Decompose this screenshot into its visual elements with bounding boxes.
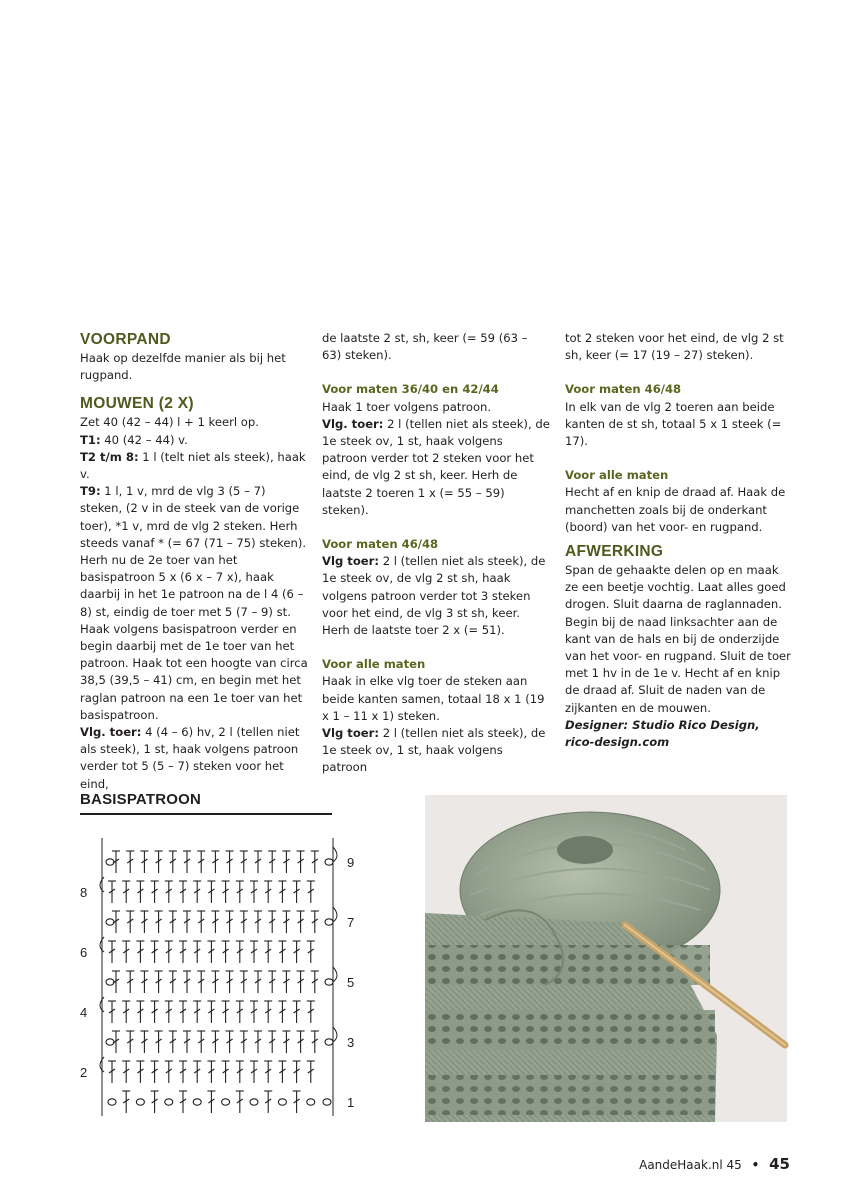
- stitch-symbol: [122, 1001, 130, 1023]
- stitch-symbol: [108, 1061, 116, 1083]
- stitch-symbol: [179, 881, 187, 903]
- stitch-symbol: [179, 1091, 187, 1113]
- chain-symbol: [193, 1099, 201, 1105]
- stitch-symbol: [155, 911, 163, 933]
- stitch-symbol: [165, 1001, 173, 1023]
- t9-label: T9:: [80, 484, 101, 499]
- stitch-symbol: [136, 941, 144, 963]
- t1-label: T1:: [80, 432, 101, 447]
- stitch-symbol: [169, 911, 177, 933]
- stitch-symbol: [193, 1061, 201, 1083]
- heading-alle: Voor alle maten: [322, 657, 426, 672]
- chain-symbol: [136, 1099, 144, 1105]
- stitch-symbol: [207, 881, 215, 903]
- stitch-symbol: [193, 941, 201, 963]
- mouwen-heading: MOUWEN (2 X): [80, 395, 194, 413]
- stitch-symbol: [268, 1031, 276, 1053]
- voorpand-heading: VOORPAND: [80, 331, 171, 348]
- vlg3-text: 2 l (tellen niet als steek), de 1e steek ov, 1 st, haak volgens patroon: [322, 726, 546, 775]
- text-alle: Haak in elke vlg toer de steken aan beide kanten samen, totaal 18 x 1 (19 x 1 – 11 x 1) steken.: [322, 674, 545, 723]
- stitch-symbol: [268, 971, 276, 993]
- stitch-symbol: [183, 971, 191, 993]
- row-t9: [80, 483, 308, 724]
- stitch-symbol: [179, 941, 187, 963]
- footer-site: AandeHaak.nl 45: [639, 1158, 742, 1172]
- stitch-symbol: [112, 971, 120, 993]
- stitch-symbol: [122, 1061, 130, 1083]
- stitch-symbol: [282, 1031, 290, 1053]
- yarn-crochet-photo: [425, 795, 787, 1122]
- stitch-symbol: [282, 971, 290, 993]
- stitch-symbol: [112, 851, 120, 873]
- stitch-symbol: [307, 881, 315, 903]
- chain-symbol: [325, 919, 333, 925]
- stitch-symbol: [293, 1001, 301, 1023]
- turning-chain: [333, 907, 337, 922]
- stitch-symbol: [140, 971, 148, 993]
- stitch-symbol: [278, 1001, 286, 1023]
- stitch-symbol: [282, 911, 290, 933]
- stitch-symbol: [140, 911, 148, 933]
- footer-bullet: •: [751, 1158, 760, 1172]
- stitch-symbol: [250, 1061, 258, 1083]
- stitch-symbol: [193, 881, 201, 903]
- stitch-symbol: [240, 1031, 248, 1053]
- stitch-symbol: [297, 971, 305, 993]
- crochet-chart: [78, 830, 355, 1120]
- stitch-symbol: [126, 1031, 134, 1053]
- stitch-symbol: [179, 1001, 187, 1023]
- stitch-symbol: [311, 851, 319, 873]
- chain-symbol: [325, 1039, 333, 1045]
- col2-cont: de laatste 2 st, sh, keer (= 59 (63 – 63) steken).: [322, 331, 528, 363]
- stitch-symbol: [311, 911, 319, 933]
- stitch-symbol: [254, 971, 262, 993]
- stitch-symbol: [155, 1031, 163, 1053]
- stitch-symbol: [197, 851, 205, 873]
- chain-symbol: [325, 859, 333, 865]
- page-number: 45: [769, 1155, 790, 1173]
- stitch-symbol: [254, 1031, 262, 1053]
- heading-4648-b: Voor maten 46/48: [565, 382, 682, 397]
- stitch-symbol: [236, 941, 244, 963]
- row-label-left: 8: [80, 885, 88, 900]
- stitch-symbol: [211, 971, 219, 993]
- heading-alle-b: Voor alle maten: [565, 468, 669, 483]
- stitch-symbol: [254, 911, 262, 933]
- stitch-symbol: [264, 941, 272, 963]
- vlg2-label: Vlg toer:: [322, 554, 380, 569]
- chain-symbol: [106, 979, 114, 985]
- chain-symbol: [222, 1099, 230, 1105]
- row-label-right: 1: [347, 1095, 355, 1110]
- turning-chain: [333, 1027, 337, 1042]
- chain-symbol: [106, 919, 114, 925]
- afwerking-heading: AFWERKING: [565, 543, 664, 561]
- stitch-symbol: [108, 941, 116, 963]
- stitch-symbol: [140, 1031, 148, 1053]
- row-label-left: 2: [80, 1065, 88, 1080]
- designer-credit: Designer: Studio Rico Design,: [565, 717, 760, 732]
- stitch-symbol: [307, 941, 315, 963]
- stitch-symbol: [207, 1091, 215, 1113]
- stitch-symbol: [183, 851, 191, 873]
- chain-symbol: [106, 1039, 114, 1045]
- stitch-symbol: [136, 1061, 144, 1083]
- stitch-symbol: [183, 911, 191, 933]
- stitch-symbol: [126, 851, 134, 873]
- row-vlg2: [322, 553, 550, 639]
- row-label-right: 7: [347, 915, 355, 930]
- stitch-symbol: [126, 971, 134, 993]
- stitch-symbol: [108, 881, 116, 903]
- stitch-symbol: [151, 881, 159, 903]
- stitch-symbol: [282, 851, 290, 873]
- stitch-symbol: [311, 971, 319, 993]
- text-alle-b: Hecht af en knip de draad af. Haak de manchetten zoals bij de onderkant (boord) van het voor- en rugpand.: [565, 485, 786, 534]
- stitch-symbol: [226, 851, 234, 873]
- stitch-symbol: [254, 851, 262, 873]
- stitch-symbol: [112, 1031, 120, 1053]
- stitch-symbol: [226, 911, 234, 933]
- chain-symbol: [323, 1099, 331, 1105]
- row-label-left: 6: [80, 945, 88, 960]
- stitch-symbol: [207, 1001, 215, 1023]
- stitch-symbol: [155, 851, 163, 873]
- vlg2-text: 2 l (tellen niet als steek), de 1e steek ov, de vlg 2 st sh, haak volgens patroon verder tot 3 steken voor het eind, de vlg 3 st sh, keer. Herh de laatste toer 2 x (= 51).: [322, 554, 546, 638]
- stitch-symbol: [250, 1001, 258, 1023]
- column-2: [322, 330, 550, 777]
- vlg-label: Vlg. toer:: [80, 725, 142, 740]
- stitch-symbol: [169, 851, 177, 873]
- stitch-symbol: [165, 1061, 173, 1083]
- stitch-symbol: [264, 1091, 272, 1113]
- stitch-symbol: [297, 911, 305, 933]
- stitch-symbol: [297, 1031, 305, 1053]
- stitch-symbol: [197, 1031, 205, 1053]
- stitch-symbol: [222, 1061, 230, 1083]
- voorpand-text: Haak op dezelfde manier als bij het rugpand.: [80, 351, 286, 383]
- row-vlg1: [322, 416, 550, 519]
- turning-chain: [333, 847, 337, 862]
- t2-text: 1 l (telt niet als steek), haak v.: [80, 449, 306, 482]
- row-vlg: [80, 724, 308, 793]
- stitch-symbol: [307, 1001, 315, 1023]
- row-label-left: 4: [80, 1005, 88, 1020]
- stitch-symbol: [297, 851, 305, 873]
- heading-3640: Voor maten 36/40 en 42/44: [322, 382, 499, 397]
- stitch-symbol: [155, 971, 163, 993]
- stitch-symbol: [211, 1031, 219, 1053]
- stitch-symbol: [236, 881, 244, 903]
- stitch-symbol: [278, 1061, 286, 1083]
- stitch-symbol: [240, 851, 248, 873]
- stitch-symbol: [122, 881, 130, 903]
- stitch-symbol: [151, 1001, 159, 1023]
- row-t2: [80, 449, 308, 483]
- stitch-symbol: [293, 1091, 301, 1113]
- stitch-symbol: [183, 1031, 191, 1053]
- row-label-right: 3: [347, 1035, 355, 1050]
- stitch-symbol: [140, 851, 148, 873]
- stitch-symbol: [240, 971, 248, 993]
- chain-symbol: [278, 1099, 286, 1105]
- stitch-symbol: [226, 971, 234, 993]
- stitch-symbol: [126, 911, 134, 933]
- designer-url[interactable]: rico-design.com: [565, 735, 670, 750]
- stitch-symbol: [293, 881, 301, 903]
- stitch-symbol: [193, 1001, 201, 1023]
- stitch-symbol: [179, 1061, 187, 1083]
- chain-symbol: [325, 979, 333, 985]
- stitch-symbol: [222, 941, 230, 963]
- text-3640: Haak 1 toer volgens patroon.: [322, 399, 492, 414]
- stitch-symbol: [293, 941, 301, 963]
- stitch-symbol: [165, 881, 173, 903]
- column-3: [565, 330, 793, 751]
- stitch-symbol: [278, 941, 286, 963]
- stitch-symbol: [264, 1061, 272, 1083]
- t2-label: T2 t/m 8:: [80, 449, 139, 464]
- stitch-symbol: [307, 1061, 315, 1083]
- stitch-symbol: [151, 941, 159, 963]
- stitch-symbol: [122, 941, 130, 963]
- stitch-symbol: [207, 941, 215, 963]
- stitch-symbol: [264, 1001, 272, 1023]
- stitch-symbol: [226, 1031, 234, 1053]
- stitch-symbol: [169, 1031, 177, 1053]
- stitch-symbol: [211, 851, 219, 873]
- vlg1-label: Vlg. toer:: [322, 416, 384, 431]
- col3-cont: tot 2 steken voor het eind, de vlg 2 st sh, keer (= 17 (19 – 27) steken).: [565, 331, 784, 363]
- stitch-symbol: [151, 1061, 159, 1083]
- chain-symbol: [307, 1099, 315, 1105]
- stitch-symbol: [311, 1031, 319, 1053]
- t1-text: 40 (42 – 44) v.: [100, 432, 188, 447]
- row-label-right: 5: [347, 975, 355, 990]
- stitch-symbol: [250, 941, 258, 963]
- stitch-symbol: [108, 1001, 116, 1023]
- row-label-right: 9: [347, 855, 355, 870]
- stitch-symbol: [278, 881, 286, 903]
- vlg1-text: 2 l (tellen niet als steek), de 1e steek ov, 1 st, haak volgens patroon verder tot 2 steken voor het eind, de vlg 2 st sh, keer. Herh de laatste 2 toeren 1 x (= 55 – 59) steken).: [322, 416, 550, 517]
- chain-symbol: [250, 1099, 258, 1105]
- stitch-symbol: [236, 1001, 244, 1023]
- stitch-symbol: [268, 851, 276, 873]
- afwerking-text: Span de gehaakte delen op en maak ze een beetje vochtig. Laat alles goed drogen. Sluit daarna de raglannaden. Begin bij de naad linksachter aan de kant van de hals en bij de onderzijde van het voor- en rugpand. Sluit de toer met 1 hv in de 1e v. Hecht af en knip de draad af. Sluit de naden van de zijkanten en de mouwen.: [565, 563, 791, 715]
- stitch-symbol: [236, 1091, 244, 1113]
- chain-symbol: [108, 1099, 116, 1105]
- chain-symbol: [106, 859, 114, 865]
- chart-title: BASISPATROON: [80, 791, 202, 808]
- stitch-symbol: [151, 1091, 159, 1113]
- stitch-symbol: [236, 1061, 244, 1083]
- stitch-symbol: [136, 1001, 144, 1023]
- stitch-symbol: [240, 911, 248, 933]
- stitch-symbol: [122, 1091, 130, 1113]
- chain-symbol: [165, 1099, 173, 1105]
- row-t1: [80, 432, 308, 449]
- stitch-symbol: [222, 881, 230, 903]
- page-footer: [639, 1155, 790, 1173]
- stitch-symbol: [136, 881, 144, 903]
- stitch-symbol: [222, 1001, 230, 1023]
- t9-text: 1 l, 1 v, mrd de vlg 3 (5 – 7) steken, (2 v in de steek van de vorige toer), *1 v, mrd de vlg 2 steken. Herh steeds vanaf * (= 67 (71 – 75) steken). Herh nu de 2e toer van het basispatroon 5 x (6 x – 7 x), haak daarbij in het 1e patroon na de l 4 (6 – 8) st, eindig de toer met 5 (7 – 9) st. Haak volgens basispatroon verder en begin daarbij met de 1e toer van het patroon. Haak tot een hoogte van circa 38,5 (39,5 – 41) cm, en begin met het raglan patroon na een 1e toer van het basispatroon.: [80, 484, 308, 722]
- mouwen-intro: Zet 40 (42 – 44) l + 1 keerl op.: [80, 415, 259, 430]
- stitch-symbol: [169, 971, 177, 993]
- vlg-text: 4 (4 – 6) hv, 2 l (tellen niet als steek), 1 st, haak volgens patroon verder tot 5 (5 – 7) steken voor het eind,: [80, 725, 300, 791]
- chart-title-rule: [80, 813, 332, 815]
- stitch-symbol: [165, 941, 173, 963]
- stitch-symbol: [211, 911, 219, 933]
- stitch-symbol: [264, 881, 272, 903]
- column-1: [80, 330, 308, 793]
- row-vlg3: [322, 725, 550, 777]
- stitch-symbol: [293, 1061, 301, 1083]
- stitch-symbol: [197, 911, 205, 933]
- stitch-symbol: [197, 971, 205, 993]
- stitch-symbol: [112, 911, 120, 933]
- stitch-symbol: [268, 911, 276, 933]
- stitch-symbol: [250, 881, 258, 903]
- turning-chain: [333, 967, 337, 982]
- stitch-symbol: [207, 1061, 215, 1083]
- heading-4648: Voor maten 46/48: [322, 537, 439, 552]
- vlg3-label: Vlg toer:: [322, 726, 380, 741]
- text-4648-b: In elk van de vlg 2 toeren aan beide kanten de st sh, totaal 5 x 1 steek (= 17).: [565, 399, 782, 449]
